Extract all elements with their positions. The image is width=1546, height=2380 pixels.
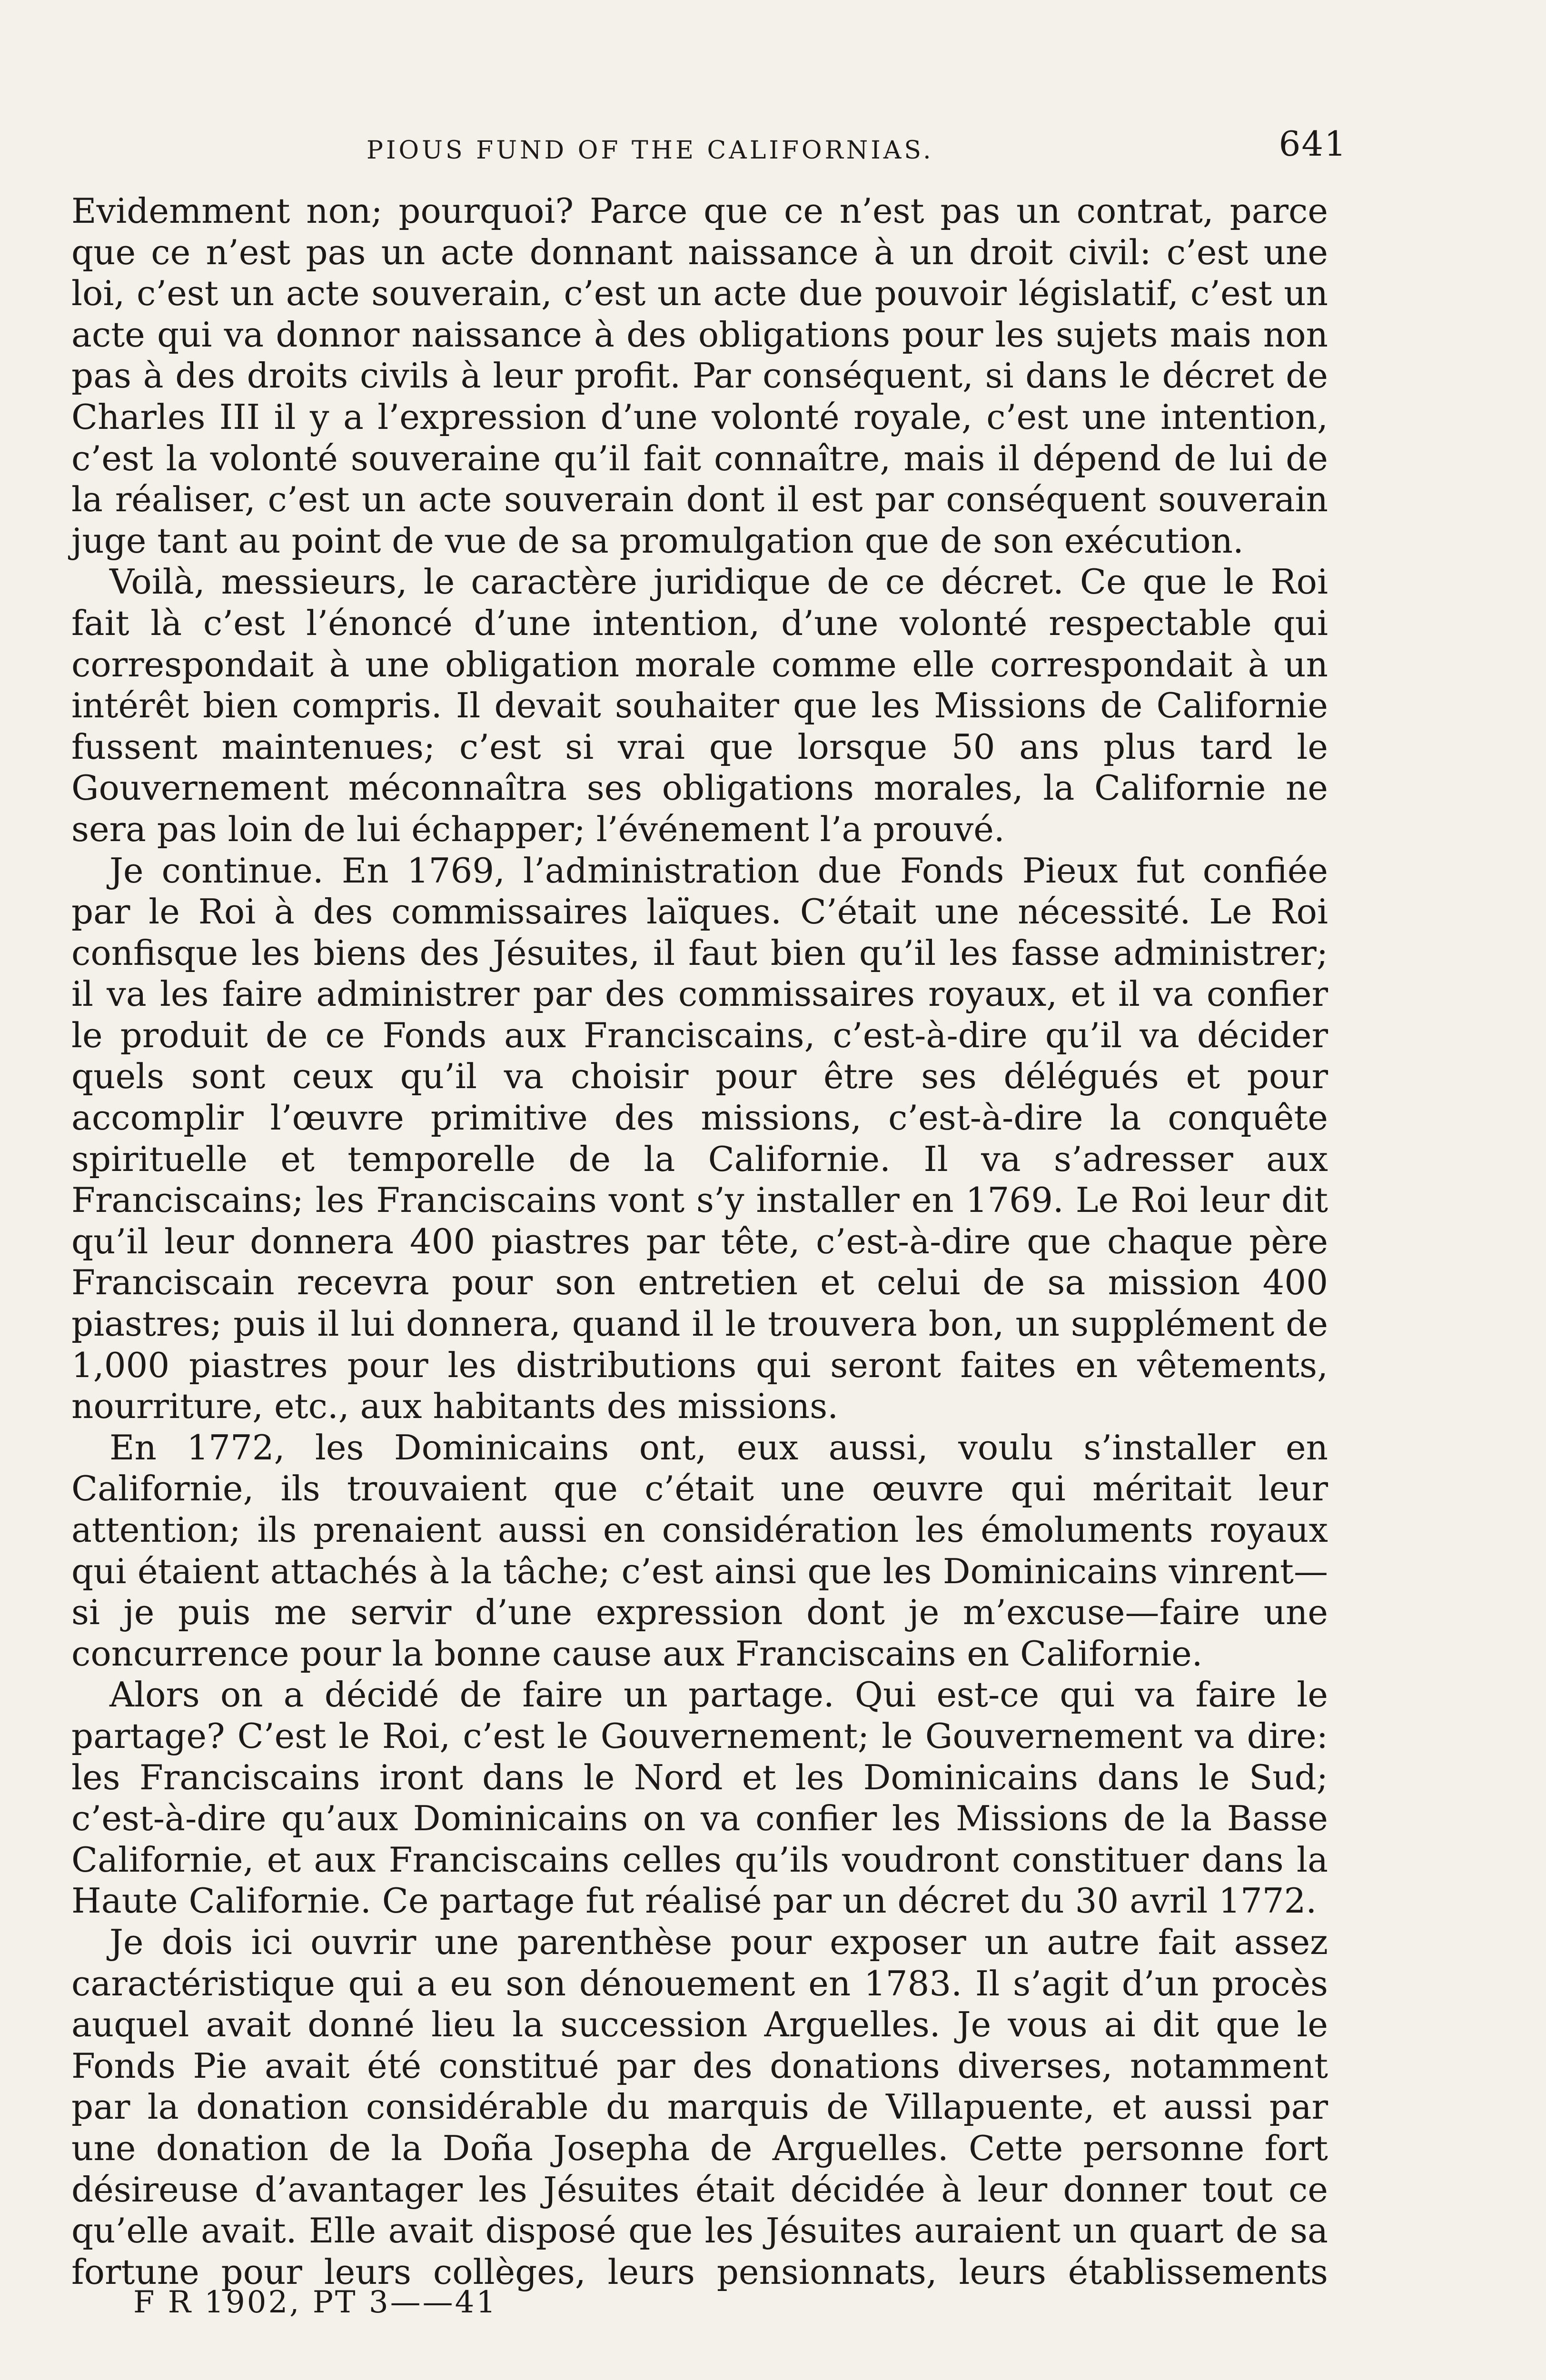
paragraph: Voilà, messieurs, le caractère juridique de ce décret. Ce que le Roi fait là c’est l’énoncé d’une intention, d’une volonté respectable qui correspondait à une obligation morale comme elle correspondait à un intérêt bien compris. Il devait souhaiter que les Missions de Californie fussent maintenues; c’est si vrai que lorsque 50 ans plus tard le Gouvernement méconnaîtra ses obligations morales, la Californie ne sera pas loin de lui échapper; l’événement l’a prouvé.	[71, 562, 1328, 849]
page-header	[71, 109, 1347, 176]
body-text	[71, 190, 1328, 2292]
paragraph: Evidemment non; pourquoi? Parce que ce n’est pas un contrat, parce que ce n’est pas un acte donnant naissance à un droit civil: c’est une loi, c’est un acte souverain, c’est un acte due pouvoir législatif, c’est un acte qui va donnor naissance à des obligations pour les sujets mais non pas à des droits civils à leur profit. Par conséquent, si dans le décret de Charles III il y a l’expression d’une volonté royale, c’est une intention, c’est la volonté souveraine qu’il fait connaître, mais il dépend de lui de la réaliser, c’est un acte souverain dont il est par conséquent souverain juge tant au point de vue de sa promulgation que de son exécution.	[71, 191, 1328, 561]
paragraph: En 1772, les Dominicains ont, eux aussi, voulu s’installer en Californie, ils trouvaient que c’était une œuvre qui méritait leur attention; ils prenaient aussi en considération les émoluments royaux qui étaient attachés à la tâche; c’est ainsi que les Dominicains vinrent—si je puis me servir d’une expression dont je m’excuse—faire une concurrence pour la bonne cause aux Franciscains en Californie.	[71, 1427, 1328, 1674]
paragraph: Je continue. En 1769, l’administration due Fonds Pieux fut confiée par le Roi à des commissaires laïques. C’était une nécessité. Le Roi confisque les biens des Jésuites, il faut bien qu’il les fasse administrer; il va les faire administrer par des commissaires royaux, et il va confier le produit de ce Fonds aux Franciscains, c’est-à-dire qu’il va décider quels sont ceux qu’il va choisir pour être ses délégués et pour accomplir l’œuvre primitive des missions, c’est-à-dire la conquête spirituelle et temporelle de la Californie. Il va s’adresser aux Franciscains; les Franciscains vont s’y installer en 1769. Le Roi leur dit qu’il leur donnera 400 piastres par tête, c’est-à-dire que chaque père Franciscain recevra pour son entretien et celui de sa mission 400 piastres; puis il lui donnera, quand il le trouvera bon, un supplément de 1,000 piastres pour les distributions qui seront faites en vêtements, nourriture, etc., aux habitants des missions.	[71, 850, 1328, 1427]
signature-mark: F R 1902, PT 3——41	[133, 2285, 498, 2320]
page-number: 641	[1278, 124, 1347, 164]
running-title: PIOUS FUND OF THE CALIFORNIAS.	[367, 136, 934, 165]
paragraph: Je dois ici ouvrir une parenthèse pour exposer un autre fait assez caractéristique qui a eu son dénouement en 1783. Il s’agit d’un procès auquel avait donné lieu la succession Arguelles. Je vous ai dit que le Fonds Pie avait été constitué par des donations diverses, notamment par la donation considérable du marquis de Villapuente, et aussi par une donation de la Doña Josepha de Arguelles. Cette personne fort désireuse d’avantager les Jésuites était décidée à leur donner tout ce qu’elle avait. Elle avait disposé que les Jésuites auraient un quart de sa fortune pour leurs collèges, leurs pensionnats, leurs établissements	[71, 1922, 1328, 2292]
book-page	[71, 109, 1347, 2292]
paragraph: Alors on a décidé de faire un partage. Qui est-ce qui va faire le partage? C’est le Roi, c’est le Gouvernement; le Gouvernement va dire: les Franciscains iront dans le Nord et les Dominicains dans le Sud; c’est-à-dire qu’aux Dominicains on va confier les Missions de la Basse Californie, et aux Franciscains celles qu’ils voudront constituer dans la Haute Californie. Ce partage fut réalisé par un décret du 30 avril 1772.	[71, 1675, 1328, 1921]
